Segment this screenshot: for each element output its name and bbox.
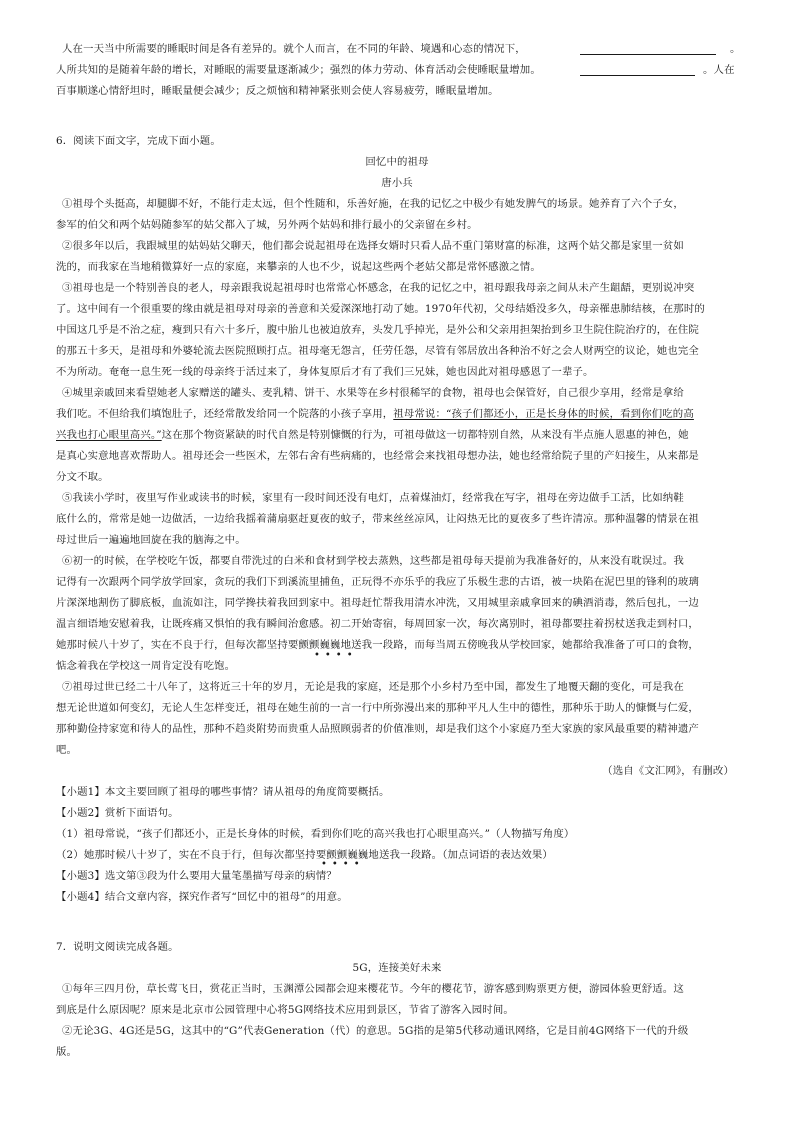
q6-p6-line: ⑥初一的时候，在学校吃午饭，都要自带洗过的白米和食材到学校去蒸熟，这些都是祖母每天提前为我准备好的，从来没有耽误过。我	[62, 555, 684, 567]
q6-p1-line: 参军的伯父和两个姑妈随参军的姑父都入了城，另外两个姑妈和排行最小的父亲留在乡村。	[56, 219, 478, 231]
q6-heading: 6．阅读下面文字，完成下面小题。	[56, 135, 221, 147]
q6-p6-line: 温言细语地安慰着我，让既疼痛又惧怕的我有瞬间治愈感。初二开始寄宿，每周回家一次，每次离别时，祖母都要拄着拐杖送我走到村口，	[56, 618, 699, 630]
q6-subquestion-2b: （2）她那时候八十岁了，实在不良于行，但每次都坚持要颤颤巍巍地送我一段路。（加点词语的表达效果）	[56, 849, 553, 861]
q6-p4-line	[56, 428, 689, 442]
emphasis-dots: ••••	[321, 859, 365, 870]
q6-subquestion-1: 【小题1】本文主要回顾了祖母的哪些事情？请从祖母的角度简要概括。	[56, 786, 390, 798]
q6-p3-line: 中国这几乎是不治之症，瘦到只有六十多斤，腹中胎儿也被迫放弃，头发几乎掉光，是外公和父亲用担架抬到乡卫生院住院治疗的，在住院	[56, 324, 699, 336]
q6-title: 回忆中的祖母	[365, 156, 429, 168]
q6-p4-text: 这在那个物资紧缺的时代自然是特别慷慨的行为，可祖母做这一切都特别自然，从来没有半点施人恩惠的神色，她	[161, 429, 689, 441]
q6-p2-line: 洗的，而我家在当地稍微算好一点的家庭，来攀亲的人也不少，说起这些两个老姑父都是常怀感激之情。	[56, 261, 541, 273]
q6-p7-line: 吧。	[56, 744, 78, 756]
q7-p1-line: ①每年三四月份，草长莺飞日，赏花正当时，玉渊潭公园都会迎来樱花节。今年的樱花节，游客感到购票更方便，游园体验更舒适。这	[62, 983, 684, 995]
q6-p3-line: 了。这中间有一个很重要的缘由就是祖母对母亲的善意和关爱深深地打动了她。1970年代初，父母结婚没多久，母亲罹患肺结核，在那时的	[56, 303, 705, 315]
q6-p4-line	[56, 407, 694, 421]
q6-p6-line: 记得有一次跟两个同学放学回家，贪玩的我们下到溪流里捕鱼，正玩得不亦乐乎的我应了乐极生悲的古语，被一块陷在泥巴里的锋利的玻璃	[56, 576, 699, 588]
intro-line-3: 百事顺遂心情舒坦时，睡眠量便会减少；反之烦恼和精神紧张则会使人容易疲劳，睡眠量增加。	[56, 85, 499, 97]
q7-title: 5G，连接美好未来	[352, 962, 442, 974]
q6-p4-line: 是真心实意地喜欢帮助人。祖母还会一些医术，左邻右舍有些病痛的，也经常会来找祖母想办法，她也经常给院子里的产妇接生，从来都是	[56, 450, 699, 462]
q6-p4-underlined-quote: 兴我也打心眼里高兴。”	[56, 429, 162, 441]
q6-p3-line: 的那五十多天，是祖母和外婆轮流去医院照顾打点。祖母毫无怨言，任劳任怨，尽管有邻居放出各种治不好之会人财两空的议论，她也完全	[56, 345, 699, 357]
q6-p2-line: ②很多年以后，我跟城里的姑妈姑父聊天，他们都会说起祖母在选择女婿时只看人品不重门第财富的标准，这两个姑父都是家里一贫如	[62, 240, 684, 252]
q7-p2-line: 版。	[56, 1046, 78, 1058]
q6-p3-line: 不为所动。奄奄一息生死一线的母亲终于活过来了，身体复原后才有了我们三兄妹，她也因此对祖母感恩了一辈子。	[56, 366, 594, 378]
intro-line-2-end: 。人在	[703, 64, 735, 76]
q6-p5-line: ⑤我读小学时，夜里写作业或读书的时候，家里有一段时间还没有电灯，点着煤油灯，经常我在写字，祖母在旁边做手工活，比如纳鞋	[62, 492, 684, 504]
intro-line-1: 人在一天当中所需要的睡眠时间是各有差异的。就个人而言，在不同的年龄、境遇和心态的情况下，	[62, 43, 526, 55]
q6-p4-line: 分文不取。	[56, 471, 109, 483]
q7-heading: 7．说明文阅读完成各题。	[56, 941, 179, 953]
q6-p5-line: 底什么的，常常是她一边做活，一边给我摇着蒲扇驱赶夏夜的蚊子，带来丝丝凉风，让闷热无比的夏夜多了些许清凉。那种温馨的情景在祖	[56, 513, 699, 525]
q6-p6-line: 片深深地割伤了脚底板，血流如注，同学搀扶着我回到家中。祖母赶忙帮我用清水冲洗，又用城里亲戚拿回来的碘酒消毒，然后包扎，一边	[56, 597, 699, 609]
q6-author: 唐小兵	[381, 177, 413, 189]
answer-blank-1[interactable]	[580, 53, 716, 55]
q6-subquestion-2a: （1）祖母常说，“孩子们都还小，正是长身体的时候，看到你们吃的高兴我也打心眼里高兴。”（人物描写角度）	[56, 828, 575, 840]
q7-p2-line: ②无论3G、4G还是5G，这其中的“G”代表Generation（代）的意思。5G指的是第5代移动通讯网络，它是目前4G网络下一代的升级	[62, 1025, 689, 1037]
q6-p5-line: 母过世后一遍遍地回旋在我的脑海之中。	[56, 534, 246, 546]
q6-p6-line: 惦念着我在学校这一周肯定没有吃饱。	[56, 660, 236, 672]
answer-blank-2[interactable]	[580, 74, 695, 76]
intro-line-1-end: 。	[730, 43, 741, 55]
intro-line-2: 人所共知的是随着年龄的增长，对睡眠的需要量逐渐减少；强烈的体力劳动、体育活动会使睡眠量增加。	[56, 64, 541, 76]
emphasis-dots: ••••	[314, 650, 358, 661]
q6-p4-line: ④城里亲戚回来看望她老人家赠送的罐头、麦乳精、饼干、水果等在乡村很稀罕的食物，祖母也会保管好，自己很少享用，经常是拿给	[62, 387, 684, 399]
q6-p4-text: 我们吃。不但给我们填饱肚子，还经常散发给同一个院落的小孩子享用，	[56, 408, 394, 420]
q6-p6-line: 她那时候八十岁了，实在不良于行，但每次都坚持要颤颤巍巍地送我一段路，而每当周五傍晚我从学校回家，她都给我准备了可口的食物，	[56, 639, 699, 651]
q6-source: （选自《文汇网》，有删改）	[602, 765, 734, 777]
q6-subquestion-3: 【小题3】选文第③段为什么要用大量笔墨描写母亲的病情？	[56, 870, 337, 882]
q6-subquestion-4: 【小题4】结合文章内容，探究作者写“回忆中的祖母”的用意。	[56, 891, 348, 903]
q6-p7-line: 那种勤俭持家宽和待人的品性，那种不趋炎附势而贵重人品照顾弱者的价值准则，却是我们这个小家庭乃至大家族的家风最重要的精神遗产	[56, 723, 699, 735]
q7-p1-line: 到底是什么原因呢？原来是北京市公园管理中心将5G网络技术应用到景区，节省了游客入园时间。	[56, 1004, 514, 1016]
q6-p3-line: ③祖母也是一个特别善良的老人，母亲跟我说起祖母时也常常心怀感念，在我的记忆之中，祖母跟我母亲之间从未产生龃龉，更别说冲突	[62, 282, 695, 294]
q6-p7-line: ⑦祖母过世已经二十八年了，这将近三十年的岁月，无论是我的家庭，还是那个小乡村乃至中国，都发生了地覆天翻的变化，可是我在	[62, 681, 684, 693]
q6-p4-underlined-quote: 祖母常说：“孩子们都还小，正是长身体的时候，看到你们吃的高	[393, 408, 694, 420]
q6-p7-line: 想无论世道如何变幻，无论人生怎样变迁，祖母在她生前的一言一行中所弥漫出来的那种平凡人生中的德性，那种乐于助人的慷慨与仁爱，	[56, 702, 699, 714]
q6-p1-line: ①祖母个头挺高，却腿脚不好，不能行走太远，但个性随和，乐善好施，在我的记忆之中极少有她发脾气的场景。她养育了六个子女，	[62, 198, 684, 210]
q6-subquestion-2: 【小题2】赏析下面语句。	[56, 807, 179, 819]
